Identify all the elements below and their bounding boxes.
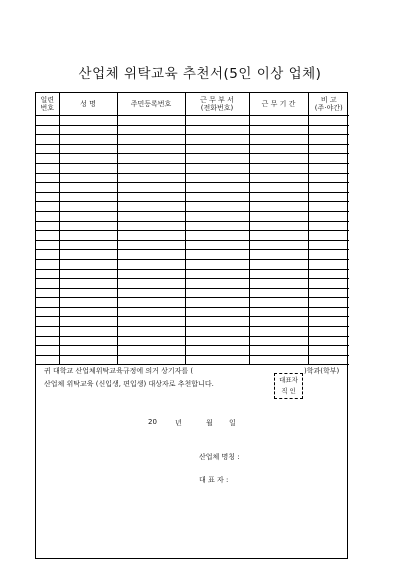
table-cell[interactable] xyxy=(249,240,308,250)
table-row xyxy=(36,135,349,145)
table-cell[interactable] xyxy=(36,211,59,221)
table-cell[interactable] xyxy=(59,259,117,269)
table-cell[interactable] xyxy=(36,288,59,298)
table-cell[interactable] xyxy=(117,250,185,260)
table-cell[interactable] xyxy=(59,298,117,308)
table-cell[interactable] xyxy=(117,163,185,173)
table-header-row xyxy=(36,93,349,116)
table-cell[interactable] xyxy=(185,307,249,317)
table-cell[interactable] xyxy=(117,202,185,212)
table-cell[interactable] xyxy=(59,355,117,365)
table-cell[interactable] xyxy=(308,135,349,145)
seal-line2: 직 인 xyxy=(281,387,296,395)
table-cell[interactable] xyxy=(308,336,349,346)
table-cell[interactable] xyxy=(185,250,249,260)
document-title: 산업체 위탁교육 추천서(5인 이상 업체) xyxy=(78,66,322,82)
table-cell[interactable] xyxy=(117,135,185,145)
recommendation-line2: 산업체 위탁교육 (신입생, 편입생) 대상자로 추천합니다. xyxy=(44,380,214,388)
table-cell[interactable] xyxy=(185,317,249,327)
table-row xyxy=(36,317,349,327)
table-cell[interactable] xyxy=(117,183,185,193)
header-name: 성 명 xyxy=(59,93,117,116)
table-cell[interactable] xyxy=(59,163,117,173)
table-cell[interactable] xyxy=(249,163,308,173)
table-cell[interactable] xyxy=(36,355,59,365)
table-cell[interactable] xyxy=(308,307,349,317)
date-day-label: 일 xyxy=(229,419,236,427)
date-year-label: 년 xyxy=(175,419,182,427)
table-cell[interactable] xyxy=(59,250,117,260)
table-cell[interactable] xyxy=(117,154,185,164)
table-cell[interactable] xyxy=(117,346,185,356)
table-cell[interactable] xyxy=(117,336,185,346)
table-cell[interactable] xyxy=(36,259,59,269)
table-cell[interactable] xyxy=(59,173,117,183)
table-cell[interactable] xyxy=(249,298,308,308)
trainee-table xyxy=(36,93,349,365)
table-cell[interactable] xyxy=(59,116,117,126)
table-row xyxy=(36,173,349,183)
table-cell[interactable] xyxy=(59,279,117,289)
table-cell[interactable] xyxy=(59,202,117,212)
recommendation-line1-prefix: 귀 대학교 산업체위탁교육규정에 의거 상기자를 ( xyxy=(44,367,194,375)
table-cell[interactable] xyxy=(36,173,59,183)
table-cell[interactable] xyxy=(249,144,308,154)
table-row xyxy=(36,240,349,250)
table-cell[interactable] xyxy=(185,221,249,231)
table-cell[interactable] xyxy=(308,327,349,337)
table-cell[interactable] xyxy=(59,336,117,346)
table-cell[interactable] xyxy=(185,279,249,289)
table-cell[interactable] xyxy=(185,202,249,212)
header-resident-id: 주민등록번호 xyxy=(117,93,185,116)
table-cell[interactable] xyxy=(36,346,59,356)
table-cell[interactable] xyxy=(308,154,349,164)
table-cell[interactable] xyxy=(249,346,308,356)
table-cell[interactable] xyxy=(308,163,349,173)
table-cell[interactable] xyxy=(308,221,349,231)
table-cell[interactable] xyxy=(117,192,185,202)
table-row xyxy=(36,221,349,231)
table-cell[interactable] xyxy=(36,125,59,135)
table-cell[interactable] xyxy=(117,240,185,250)
table-cell[interactable] xyxy=(308,202,349,212)
table-cell[interactable] xyxy=(185,125,249,135)
table-cell[interactable] xyxy=(117,307,185,317)
table-cell[interactable] xyxy=(59,288,117,298)
table-cell[interactable] xyxy=(185,259,249,269)
table-cell[interactable] xyxy=(249,135,308,145)
table-cell[interactable] xyxy=(308,231,349,241)
table-cell[interactable] xyxy=(117,288,185,298)
table-row xyxy=(36,154,349,164)
table-cell[interactable] xyxy=(249,269,308,279)
date-year: 20 xyxy=(148,418,157,426)
table-cell[interactable] xyxy=(185,240,249,250)
table-cell[interactable] xyxy=(117,173,185,183)
table-cell[interactable] xyxy=(36,250,59,260)
table-cell[interactable] xyxy=(36,279,59,289)
table-row xyxy=(36,250,349,260)
recommendation-line1-suffix: )학과(학부) xyxy=(304,367,340,375)
table-row xyxy=(36,202,349,212)
table-cell[interactable] xyxy=(185,135,249,145)
table-cell[interactable] xyxy=(36,269,59,279)
table-cell[interactable] xyxy=(249,279,308,289)
table-row xyxy=(36,183,349,193)
table-row xyxy=(36,355,349,365)
table-row xyxy=(36,144,349,154)
representative-label: 대 표 자 : xyxy=(199,476,229,484)
table-cell[interactable] xyxy=(117,221,185,231)
table-cell[interactable] xyxy=(185,231,249,241)
table-row xyxy=(36,231,349,241)
header-work-period: 근 무 기 간 xyxy=(249,93,308,116)
table-cell[interactable] xyxy=(59,346,117,356)
table-row xyxy=(36,336,349,346)
table-cell[interactable] xyxy=(59,221,117,231)
table-cell[interactable] xyxy=(185,173,249,183)
table-cell[interactable] xyxy=(36,317,59,327)
table-cell[interactable] xyxy=(249,317,308,327)
table-row xyxy=(36,211,349,221)
table-cell[interactable] xyxy=(185,298,249,308)
table-cell[interactable] xyxy=(308,192,349,202)
table-cell[interactable] xyxy=(117,298,185,308)
table-cell[interactable] xyxy=(308,144,349,154)
table-cell[interactable] xyxy=(36,327,59,337)
table-cell[interactable] xyxy=(308,269,349,279)
table-cell[interactable] xyxy=(36,183,59,193)
table-cell[interactable] xyxy=(185,288,249,298)
table-cell[interactable] xyxy=(117,259,185,269)
table-cell[interactable] xyxy=(59,125,117,135)
table-cell[interactable] xyxy=(308,116,349,126)
table-row xyxy=(36,163,349,173)
table-cell[interactable] xyxy=(185,355,249,365)
table-cell[interactable] xyxy=(36,298,59,308)
table-cell[interactable] xyxy=(59,192,117,202)
header-remarks: 비 고 (주·야간) xyxy=(308,93,349,116)
table-row xyxy=(36,346,349,356)
table-cell[interactable] xyxy=(308,259,349,269)
header-serial-no: 일련 번호 xyxy=(36,93,59,116)
table-row xyxy=(36,288,349,298)
table-cell[interactable] xyxy=(59,307,117,317)
table-cell[interactable] xyxy=(59,240,117,250)
table-cell[interactable] xyxy=(308,240,349,250)
table-cell[interactable] xyxy=(249,336,308,346)
table-cell[interactable] xyxy=(117,355,185,365)
form-frame xyxy=(35,92,348,559)
table-cell[interactable] xyxy=(185,144,249,154)
representative-seal-box xyxy=(274,373,303,399)
table-cell[interactable] xyxy=(117,116,185,126)
table-cell[interactable] xyxy=(308,173,349,183)
table-cell[interactable] xyxy=(308,317,349,327)
table-cell[interactable] xyxy=(117,211,185,221)
table-cell[interactable] xyxy=(36,231,59,241)
table-cell[interactable] xyxy=(249,173,308,183)
table-cell[interactable] xyxy=(308,183,349,193)
table-cell[interactable] xyxy=(249,192,308,202)
table-cell[interactable] xyxy=(249,288,308,298)
table-cell[interactable] xyxy=(117,279,185,289)
table-cell[interactable] xyxy=(59,135,117,145)
table-cell[interactable] xyxy=(185,336,249,346)
date-month-label: 월 xyxy=(206,419,213,427)
table-cell[interactable] xyxy=(185,211,249,221)
table-cell[interactable] xyxy=(185,163,249,173)
table-cell[interactable] xyxy=(36,154,59,164)
table-cell[interactable] xyxy=(36,307,59,317)
table-cell[interactable] xyxy=(36,144,59,154)
table-cell[interactable] xyxy=(36,163,59,173)
table-cell[interactable] xyxy=(249,231,308,241)
table-cell[interactable] xyxy=(308,298,349,308)
table-cell[interactable] xyxy=(249,211,308,221)
table-cell[interactable] xyxy=(308,346,349,356)
table-cell[interactable] xyxy=(59,231,117,241)
table-cell[interactable] xyxy=(59,183,117,193)
company-name-label: 산업체 명칭 : xyxy=(199,453,240,461)
table-row xyxy=(36,125,349,135)
table-cell[interactable] xyxy=(117,125,185,135)
table-cell[interactable] xyxy=(185,269,249,279)
table-cell[interactable] xyxy=(249,250,308,260)
table-row xyxy=(36,327,349,337)
table-cell[interactable] xyxy=(185,154,249,164)
table-cell[interactable] xyxy=(308,279,349,289)
table-row xyxy=(36,116,349,126)
table-row xyxy=(36,269,349,279)
table-cell[interactable] xyxy=(249,307,308,317)
table-cell[interactable] xyxy=(185,116,249,126)
table-cell[interactable] xyxy=(249,327,308,337)
seal-line1: 대표자 xyxy=(279,376,298,384)
table-cell[interactable] xyxy=(249,116,308,126)
table-cell[interactable] xyxy=(59,211,117,221)
table-cell[interactable] xyxy=(36,202,59,212)
table-cell[interactable] xyxy=(308,288,349,298)
table-cell[interactable] xyxy=(185,346,249,356)
table-row xyxy=(36,298,349,308)
table-cell[interactable] xyxy=(308,250,349,260)
table-cell[interactable] xyxy=(185,183,249,193)
table-row xyxy=(36,279,349,289)
table-cell[interactable] xyxy=(36,336,59,346)
table-cell[interactable] xyxy=(36,192,59,202)
table-cell[interactable] xyxy=(117,317,185,327)
table-row xyxy=(36,192,349,202)
table-cell[interactable] xyxy=(308,211,349,221)
table-cell[interactable] xyxy=(59,327,117,337)
table-cell[interactable] xyxy=(249,202,308,212)
table-cell[interactable] xyxy=(117,269,185,279)
table-body xyxy=(36,116,349,365)
table-cell[interactable] xyxy=(59,269,117,279)
table-cell[interactable] xyxy=(36,221,59,231)
table-cell[interactable] xyxy=(249,221,308,231)
table-cell[interactable] xyxy=(185,327,249,337)
table-row xyxy=(36,307,349,317)
table-cell[interactable] xyxy=(59,317,117,327)
table-cell[interactable] xyxy=(249,355,308,365)
header-department: 근 무 부 서 (전화번호) xyxy=(185,93,249,116)
table-cell[interactable] xyxy=(308,355,349,365)
table-cell[interactable] xyxy=(117,144,185,154)
table-cell[interactable] xyxy=(185,192,249,202)
table-cell[interactable] xyxy=(36,135,59,145)
table-cell[interactable] xyxy=(59,154,117,164)
table-cell[interactable] xyxy=(249,154,308,164)
table-cell[interactable] xyxy=(117,327,185,337)
table-cell[interactable] xyxy=(249,183,308,193)
table-cell[interactable] xyxy=(36,240,59,250)
table-cell[interactable] xyxy=(59,144,117,154)
table-cell[interactable] xyxy=(249,259,308,269)
table-cell[interactable] xyxy=(308,125,349,135)
table-cell[interactable] xyxy=(36,116,59,126)
table-cell[interactable] xyxy=(249,125,308,135)
table-row xyxy=(36,259,349,269)
table-cell[interactable] xyxy=(117,231,185,241)
